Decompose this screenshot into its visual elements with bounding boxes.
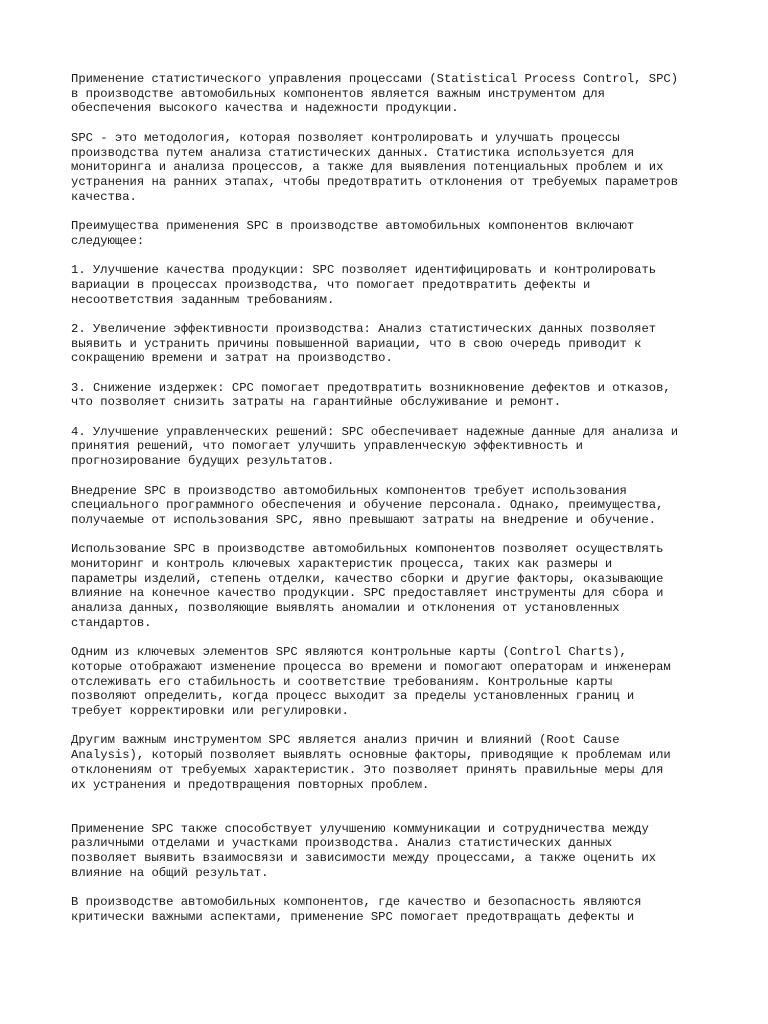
paragraph-control-charts: Одним из ключевых элементов SPC являются контрольные карты (Control Charts), которые отображают изменение процесса во времени и помогают операторам и инженерам отслеживать его стабильность и соответствие требованиям. Контрольные карты позволяют определить, когда процесс выходит за пределы установленных границ и требует корректировки или регулировки. (71, 645, 671, 719)
paragraph-communication: Применение SPC также способствует улучшению коммуникации и сотрудничества между различными отделами и участками производства. Анализ статистических данных позволяет выявить взаимосвязи и зависимости между процессами, а также оценить их влияние на общий результат. (71, 821, 657, 880)
paragraph-implementation: Внедрение SPC в производство автомобильных компонентов требует использования специального программного обеспечения и обучение персонала. Однако, преимущества, получаемые от использования SPC, явно превышают затраты на внедрение и обучение. (71, 483, 664, 527)
paragraph-intro: Применение статистического управления процессами (Statistical Process Control, SPC) в производстве автомобильных компонентов является важным инструментом для обеспечения высокого качества и надежности продукции. (71, 72, 679, 116)
paragraph-root-cause: Другим важным инструментом SPC является анализ причин и влияний (Root Cause Analysis), который позволяет выявлять основные факторы, приводящие к проблемам или отклонениям от требуемых характеристик. Это позволяет принять правильные меры для их устранения и предотвращения повторных проблем. (71, 733, 671, 792)
list-item-efficiency: 2. Увеличение эффективности производства: Анализ статистических данных позволяет выявить и устранить причины повышенной вариации, что в свою очередь приводит к сокращению времени и затрат на производство. (71, 321, 657, 366)
paragraph-advantages-heading: Преимущества применения SPC в производстве автомобильных компонентов включают следующее: (71, 219, 635, 248)
paragraph-monitoring: Использование SPC в производстве автомобильных компонентов позволяет осуществлять мониторинг и контроль ключевых характеристик процесса, таких как размеры и параметры изделий, степень отделки, качество сборки и другие факторы, оказывающие влияние на конечное качество продукции. SPC предоставляет инструменты для сбора и анализа данных, позволяющие выявлять аномалии и отклонения от установленных стандартов. (71, 542, 664, 630)
paragraph-spc-definition: SPC - это методология, которая позволяет контролировать и улучшать процессы производства путем анализа статистических данных. Статистика используется для мониторинга и анализа процессов, а также для выявления потенциальных проблем и их устранения на ранних этапах, чтобы предотвратить отклонения от требуемых параметров качества. (71, 130, 679, 204)
list-item-quality: 1. Улучшение качества продукции: SPC позволяет идентифицировать и контролировать вариации в процессах производства, что помогает предотвратить дефекты и несоответствия заданным требованиям. (71, 263, 657, 307)
list-item-decisions: 4. Улучшение управленческих решений: SPC обеспечивает надежные данные для анализа и принятия решений, что помогает улучшить управленческую эффективность и прогнозирование будущих результатов. (71, 424, 679, 469)
document-body (71, 72, 711, 939)
paragraph-safety: В производстве автомобильных компонентов, где качество и безопасность являются критически важными аспектами, применение SPC помогает предотвращать дефекты и (71, 895, 642, 924)
list-item-costs: 3. Снижение издержек: СРС помогает предотвратить возникновение дефектов и отказов, что позволяет снизить затраты на гарантийные обслуживание и ремонт. (71, 380, 671, 410)
